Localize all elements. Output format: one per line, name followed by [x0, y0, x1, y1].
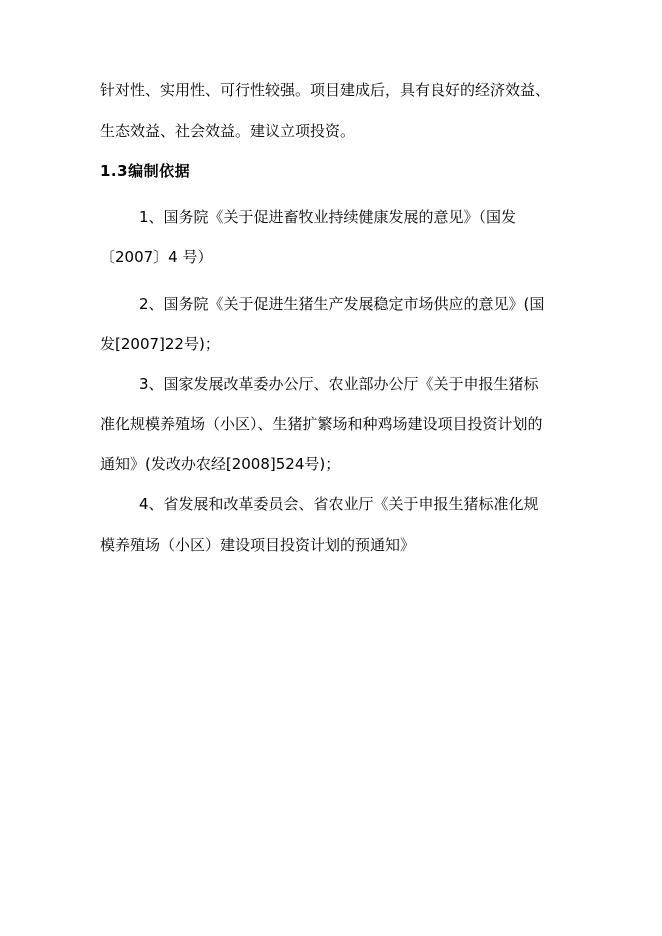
intro-line-1: 针对性、实用性、可行性较强。项目建成后，具有良好的经济效益、 [100, 81, 551, 99]
item-4-line-2: 模养殖场（小区）建设项目投资计划的预通知》 [100, 536, 416, 554]
item-1-line-1: 1、国务院《关于促进畜牧业持续健康发展的意见》（国发 [139, 208, 517, 226]
section-heading: 1.3编制依据 [100, 162, 191, 180]
item-3-line-2: 准化规模养殖场（小区）、生猪扩繁场和种鸡场建设项目投资计划的 [100, 415, 543, 433]
item-2-line-1: 2、国务院《关于促进生猪生产发展稳定市场供应的意见》(国 [139, 295, 545, 313]
intro-line-2: 生态效益、社会效益。建议立项投资。 [100, 122, 356, 140]
item-1-line-2: 〔2007〕4 号） [100, 248, 213, 266]
item-2-line-2: 发[2007]22号)； [100, 335, 220, 353]
item-3-line-1: 3、国家发展改革委办公厅、农业部办公厅《关于申报生猪标 [139, 375, 539, 393]
item-4-line-1: 4、省发展和改革委员会、省农业厅《关于申报生猪标准化规 [139, 495, 539, 513]
item-3-line-3: 通知》(发改办农经[2008]524号)； [100, 455, 341, 473]
